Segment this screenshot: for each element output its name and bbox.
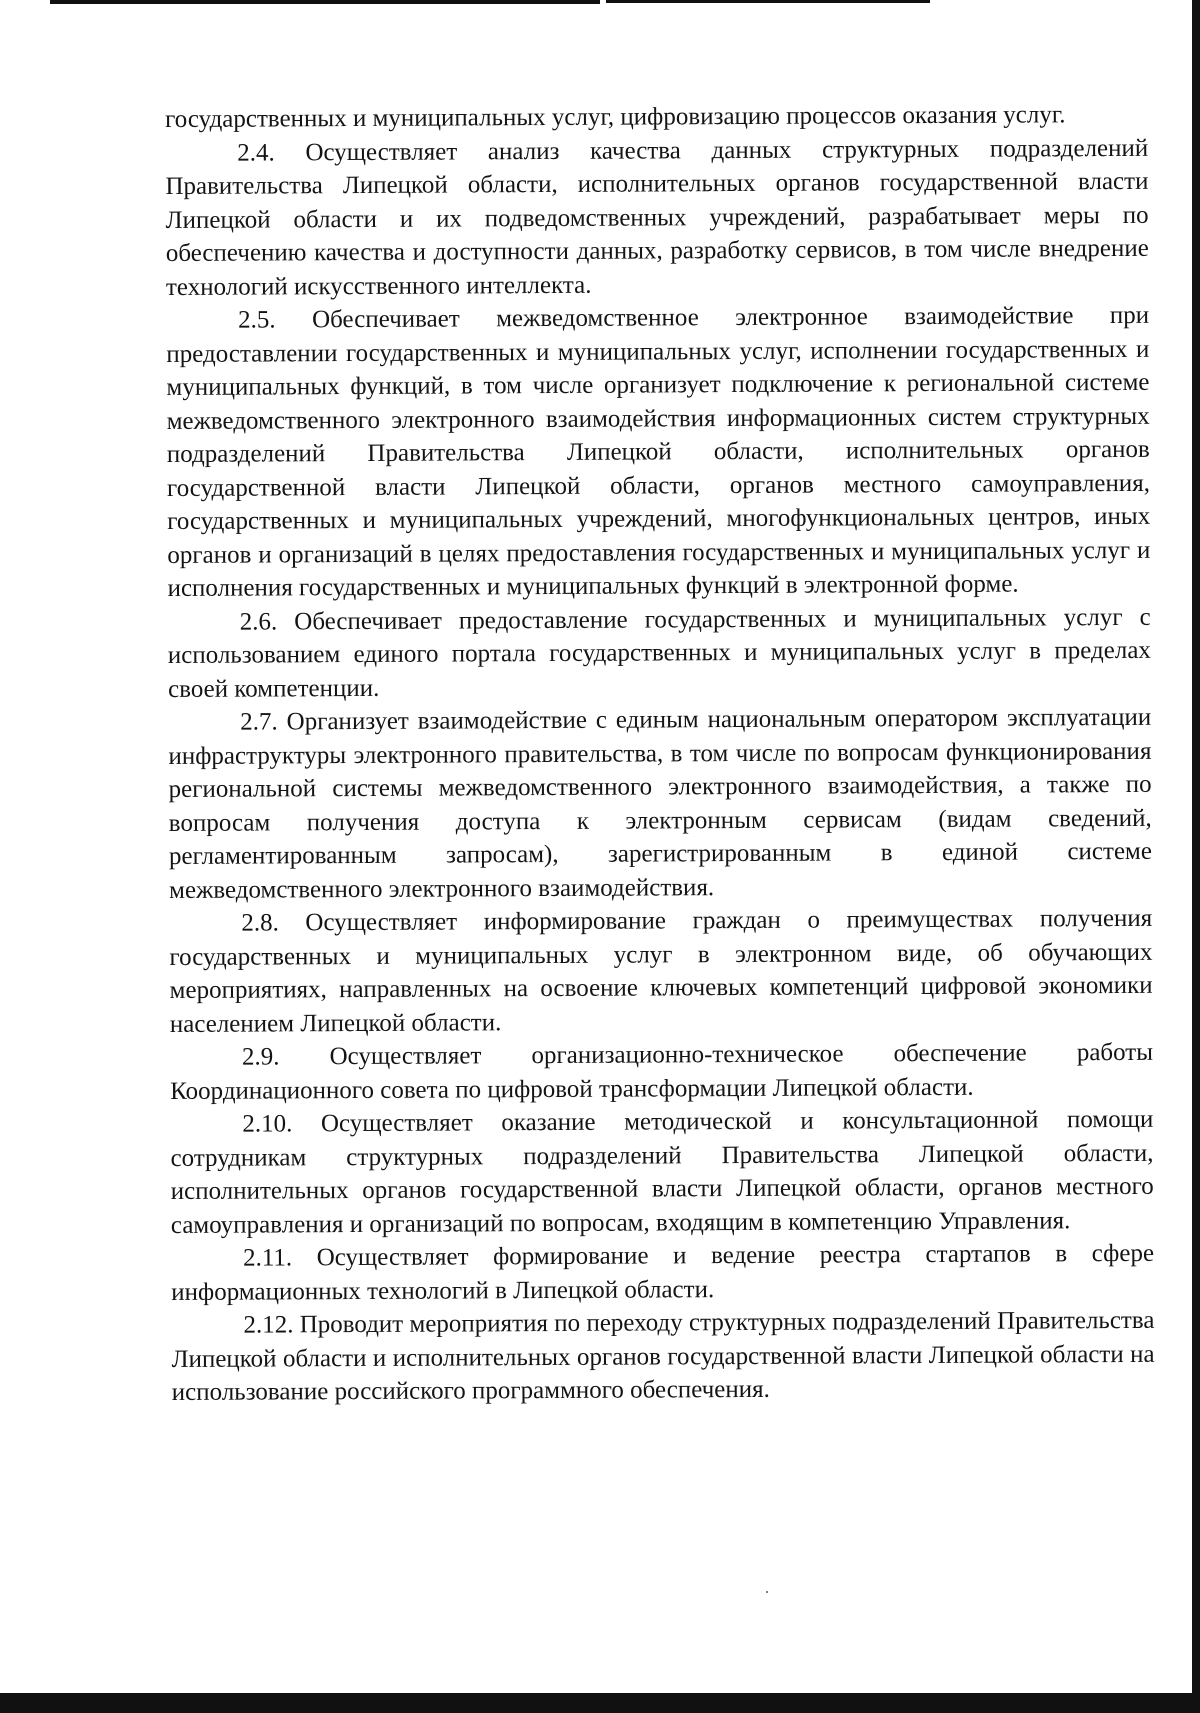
continuation-paragraph: государственных и муниципальных услуг, цифровизацию процессов оказания услуг. <box>165 101 1066 133</box>
item-2-9: 2.9. Осуществляет организационно-техническое обеспечение работы Координационного совета по цифровой трансформации Липецкой области. <box>170 1038 1154 1105</box>
item-2-12: 2.12. Проводит мероприятия по переходу структурных подразделений Правительства Липецкой области и исполнительных органов государственной власти Липецкой области на использование российского программного обеспечения. <box>171 1306 1155 1406</box>
item-2-11: 2.11. Осуществляет формирование и ведение реестра стартапов в сфере информационных технологий в Липецкой области. <box>171 1239 1155 1306</box>
scan-edge-bottom <box>0 1693 1200 1713</box>
item-2-4: 2.4. Осуществляет анализ качества данных структурных подразделений Правительства Липецкой области, исполнительных органов государственной власти Липецкой области и их подведомственных учреждений, разрабатывает меры по обеспечению качества и доступности данных, разработку сервисов, в том числе внедрение технологий искусственного интеллекта. <box>165 134 1149 301</box>
document-body <box>165 98 1155 1410</box>
item-2-10: 2.10. Осуществляет оказание методической и консультационной помощи сотрудникам структурных подразделений Правительства Липецкой области, исполнительных органов государственной власти Липецкой области, органов местного самоуправления и организаций по вопросам, входящим в компетенцию Управления. <box>170 1105 1154 1239</box>
item-2-6: 2.6. Обеспечивает предоставление государственных и муниципальных услуг с использованием единого портала государственных и муниципальных услуг в пределах своей компетенции. <box>167 603 1151 703</box>
scan-edge-top-left <box>50 0 600 4</box>
item-2-8: 2.8. Осуществляет информирование граждан о преимуществах получения государственных и муниципальных услуг в электронном виде, об обучающих мероприятиях, направленных на освоение ключевых компетенций цифровой экономики населением Липецкой области. <box>169 904 1153 1038</box>
scan-edge-top-right <box>606 0 930 3</box>
item-2-5: 2.5. Обеспечивает межведомственное электронное взаимодействие при предоставлении государственных и муниципальных услуг, исполнении государственных и муниципальных функций, в том числе организует подключение к региональной системе межведомственного электронного взаимодействия информационных систем структурных подразделений Правительства Липецкой области, исполнительных органов государственной власти Липецкой области, органов местного самоуправления, государственных и муниципальных учреждений, многофункциональных центров, иных органов и организаций в целях предоставления государственных и муниципальных услуг и исполнения государственных и муниципальных функций в электронной форме. <box>166 301 1151 602</box>
scan-speck <box>766 1591 768 1593</box>
scan-edge-right <box>1192 0 1200 1713</box>
item-2-7: 2.7. Организует взаимодействие с единым национальным оператором эксплуатации инфраструктуры электронного правительства, в том числе по вопросам функционирования региональной системы межведомственного электронного взаимодействия, а также по вопросам получения доступа к электронным сервисам (видам сведений, регламентированным запросам), зарегистрированным в единой системе межведомственного электронного взаимодействия. <box>168 703 1153 904</box>
